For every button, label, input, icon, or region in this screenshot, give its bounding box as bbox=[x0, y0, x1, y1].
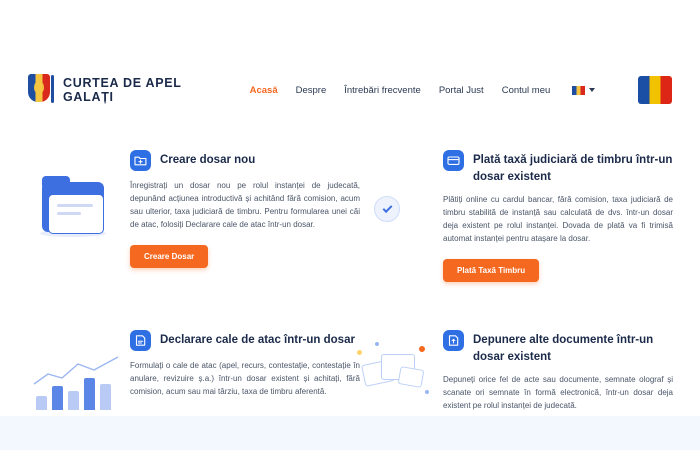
folder-plus-icon bbox=[130, 150, 151, 171]
main-navigation bbox=[250, 85, 596, 96]
card-description: Înregistrați un dosar nou pe rolul instanței de judecată, depunând acțiunea introductivă și achitând fără comision, acum sau ulterior, taxa judiciară de timbru. Pentru formularea unei căi de atac, folosiți Declarare cale de atac într-un dosar. bbox=[130, 181, 360, 229]
card-header bbox=[130, 330, 360, 351]
folder-illustration bbox=[38, 172, 110, 238]
card-header bbox=[130, 150, 360, 171]
coat-of-arms-icon bbox=[28, 74, 54, 106]
nav-item-portal-just[interactable]: Portal Just bbox=[438, 84, 484, 96]
card-title: Depunere alte documente într-un dosar existent bbox=[473, 334, 654, 363]
card-header bbox=[443, 330, 673, 365]
card-title: Declarare cale de atac într-un dosar bbox=[160, 334, 355, 346]
nav-item-acasa[interactable]: Acasă bbox=[249, 84, 278, 96]
check-illustration bbox=[374, 196, 402, 224]
card-description: Plătiți online cu cardul bancar, fără comision, taxa judiciară de timbru stabilită de instanță sau calculată de dvs. într-un dosar deja existent pe rolul instanței. Dovada de plată va fi trimisă automat instanței pentru atașare la dosar. bbox=[443, 195, 673, 244]
chart-illustration bbox=[30, 350, 125, 410]
check-circle-icon bbox=[374, 196, 400, 222]
upload-doc-icon bbox=[443, 330, 464, 351]
documents-illustration bbox=[355, 340, 433, 410]
card-depunere-documente bbox=[443, 330, 673, 413]
card-title: Creare dosar nou bbox=[160, 154, 256, 166]
card-plata-taxa-timbru bbox=[443, 150, 673, 282]
card-creare-dosar bbox=[130, 150, 360, 268]
card-payment-icon bbox=[443, 150, 464, 171]
chevron-down-icon bbox=[589, 88, 595, 92]
nav-item-intrebari-frecvente[interactable]: Întrebări frecvente bbox=[344, 84, 421, 96]
nav-item-contul-meu[interactable]: Contul meu bbox=[501, 84, 551, 96]
cards-grid bbox=[0, 140, 700, 450]
brand-line-1: CURTEA DE APEL bbox=[63, 76, 182, 90]
nav-item-despre[interactable]: Despre bbox=[295, 84, 327, 96]
sparkline-icon bbox=[32, 354, 122, 388]
appeal-icon bbox=[130, 330, 151, 351]
card-description: Formulați o cale de atac (apel, recurs, contestație, contestație în anulare, revizuire ș.a.) într-un dosar existent și achitați, fără comision, acum sau mai târziu, taxa de timbru aferentă. bbox=[130, 361, 360, 396]
card-title: Plată taxă judiciară de timbru într-un dosar existent bbox=[473, 154, 673, 183]
creare-dosar-button[interactable]: Creare Dosar bbox=[130, 245, 208, 268]
romania-flag-icon bbox=[638, 76, 672, 104]
ro-flag-icon bbox=[572, 86, 585, 95]
language-selector[interactable] bbox=[572, 86, 595, 95]
card-declarare-cale-atac bbox=[130, 330, 360, 399]
brand-text bbox=[63, 76, 182, 104]
brand-line-2: GALAȚI bbox=[63, 90, 114, 104]
site-header bbox=[0, 62, 700, 118]
brand-logo[interactable] bbox=[28, 74, 182, 106]
plata-taxa-timbru-button[interactable]: Plată Taxă Timbru bbox=[443, 259, 539, 282]
card-header bbox=[443, 150, 673, 185]
card-description: Depuneți orice fel de acte sau documente, semnate olograf și scanate ori semnate în formă electronică, într-un dosar deja existent pe rolul instanței de judecată. bbox=[443, 375, 673, 411]
floor-strip bbox=[0, 416, 700, 450]
